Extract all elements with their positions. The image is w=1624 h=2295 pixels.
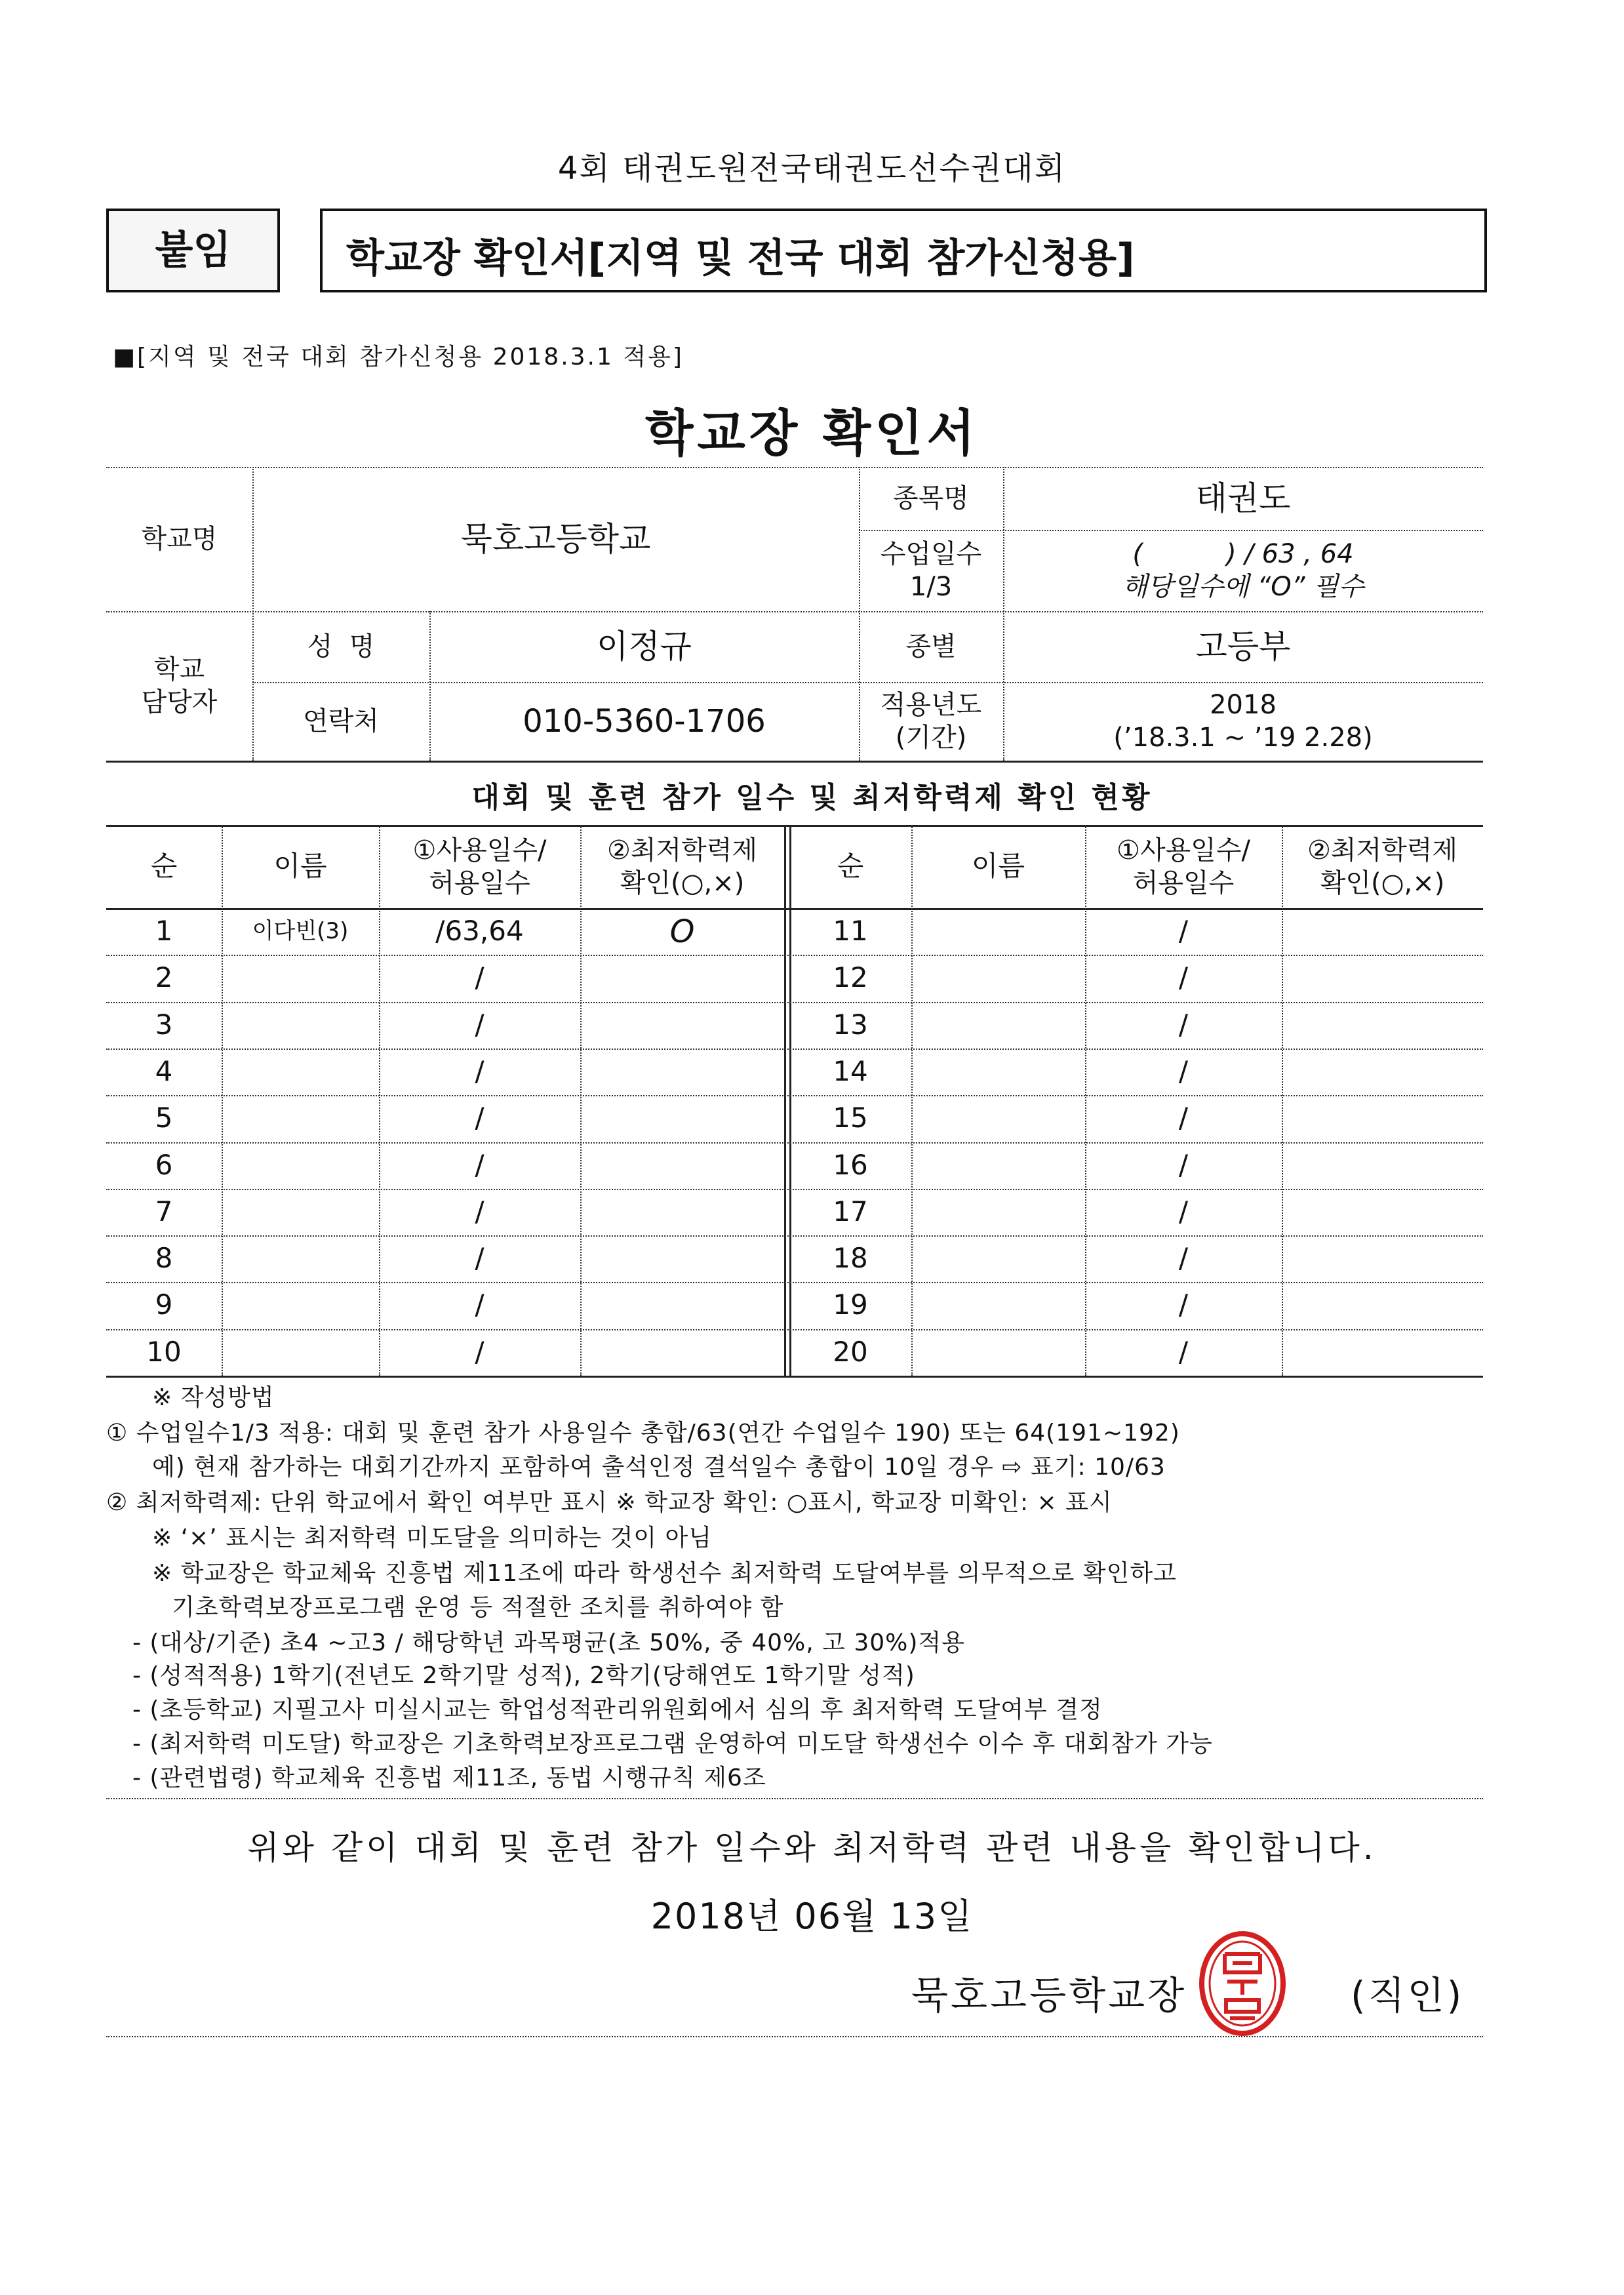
- days-value-line1: ( ) / 63 , 64: [1132, 539, 1354, 569]
- row-cell-days: /: [1178, 1008, 1189, 1041]
- form-title-box: [320, 209, 1487, 292]
- event-label: 종목명: [893, 483, 969, 513]
- days-label: [859, 530, 1003, 611]
- row-cell-no: 1: [155, 915, 173, 948]
- row-cell-no: 5: [155, 1102, 173, 1134]
- col-header-academic: [580, 825, 784, 908]
- col-header-no: 순: [150, 850, 178, 883]
- row-cell-name: [911, 1235, 1085, 1282]
- row-cell-name: [222, 1329, 379, 1376]
- row-cell-no: 12: [833, 961, 868, 994]
- col-header-academic-line2: 확인(○,×): [1320, 868, 1445, 898]
- attachment-badge: [106, 209, 280, 292]
- row-cell-check: [580, 1282, 784, 1328]
- row-cell-name: [911, 1142, 1085, 1189]
- row-cell-no: 7: [155, 1195, 173, 1228]
- division-label: 종별: [905, 631, 957, 662]
- row-cell-check: [1282, 1329, 1483, 1376]
- days-label-line2: 1/3: [909, 572, 953, 602]
- doc-title: 학교장 확인서: [645, 404, 979, 462]
- row-cell-no: 14: [833, 1055, 868, 1088]
- row-cell-name: [911, 1329, 1085, 1376]
- applied-note: ■[지역 및 전국 대회 참가신청용 2018.3.1 적용]: [113, 344, 684, 370]
- row-cell-name: [222, 1142, 379, 1189]
- row-cell-no: 19: [833, 1288, 868, 1321]
- row-cell-name: [911, 908, 1085, 955]
- year-value-line1: 2018: [1210, 690, 1277, 720]
- row-cell-check: [1282, 1048, 1483, 1095]
- division-value: 고등부: [1195, 627, 1291, 666]
- school-label: 학교명: [141, 524, 218, 554]
- row-cell-no: 8: [155, 1242, 173, 1275]
- row-cell-name: [222, 1235, 379, 1282]
- note-line: ② 최저학력제: 단위 학교에서 확인 여부만 표시 ※ 학교장 확인: ○표시, 학교장 미확인: × 표시: [106, 1489, 1113, 1516]
- col-header-name: 이름: [273, 850, 327, 883]
- row-cell-days: /: [475, 1149, 485, 1182]
- row-cell-name: [911, 1282, 1085, 1328]
- days-label-line1: 수업일수: [880, 539, 982, 569]
- divider: [106, 2036, 1483, 2037]
- row-cell-days: /: [1178, 1195, 1189, 1228]
- year-label: [859, 682, 1003, 761]
- row-cell-name: [911, 955, 1085, 1001]
- days-value-line2: 해당일수에 “O” 필수: [1122, 572, 1364, 602]
- row-cell-check: [580, 1142, 784, 1189]
- col-header-no: 순: [837, 850, 864, 883]
- note-line: ※ 학교장은 학교체육 진흥법 제11조에 따라 학생선수 최저학력 도달여부를 의무적으로 확인하고: [152, 1560, 1177, 1587]
- row-cell-days: /: [475, 1102, 485, 1134]
- row-cell-days: /: [1178, 1336, 1189, 1368]
- name-value: 이정규: [597, 627, 692, 666]
- divider: [106, 1376, 1483, 1378]
- name-label: 성 명: [307, 631, 375, 662]
- note-line: - (초등학교) 지필고사 미실시교는 학업성적관리위원회에서 심의 후 최저학력 도달여부 결정: [132, 1696, 1103, 1723]
- row-cell-name: [222, 955, 379, 1001]
- row-cell-check: [1282, 1189, 1483, 1235]
- row-cell-check: [580, 1329, 784, 1376]
- row-cell-no: 13: [833, 1008, 868, 1041]
- row-cell-check: [580, 1002, 784, 1048]
- row-cell-name: [222, 1189, 379, 1235]
- row-cell-no: 17: [833, 1195, 868, 1228]
- row-cell-name: [222, 1002, 379, 1048]
- col-header-name: 이름: [971, 850, 1025, 883]
- divider: [784, 825, 786, 1376]
- event-value: 태권도: [1195, 479, 1291, 517]
- status-title: 대회 및 훈련 참가 일수 및 최저학력제 확인 현황: [471, 781, 1153, 814]
- col-header-days-line1: ①사용일수/: [1117, 835, 1250, 866]
- note-line: - (관련법령) 학교체육 진흥법 제11조, 동법 시행규칙 제6조: [132, 1765, 766, 1791]
- row-cell-check: [1282, 1095, 1483, 1142]
- row-cell-days: /: [1178, 1242, 1189, 1275]
- year-value: [1003, 682, 1483, 761]
- seal-label: (직인): [1351, 1973, 1465, 2018]
- col-header-days-line2: 허용일수: [429, 868, 530, 898]
- row-cell-days: /: [475, 961, 485, 994]
- col-header-days-line1: ①사용일수/: [412, 835, 547, 866]
- row-cell-days: /: [1178, 961, 1189, 994]
- row-cell-days: /: [1178, 1102, 1189, 1134]
- note-line: - (최저학력 미도달) 학교장은 기초학력보장프로그램 운영하여 미도달 학생선수 이수 후 대회참가 가능: [132, 1730, 1213, 1757]
- col-header-academic-line1: ②최저학력제: [1307, 835, 1458, 866]
- manager-label-line2: 담당자: [141, 687, 218, 717]
- row-cell-no: 6: [155, 1149, 173, 1182]
- row-cell-check: [1282, 1235, 1483, 1282]
- row-cell-days: /: [1178, 1149, 1189, 1182]
- row-cell-name: 이다빈(3): [252, 918, 349, 945]
- year-label-line1: 적용년도: [880, 690, 982, 720]
- row-cell-days: /: [475, 1195, 485, 1228]
- row-cell-days: /: [1178, 1055, 1189, 1088]
- school-value: 묵호고등학교: [460, 519, 651, 558]
- contact-label: 연락처: [303, 706, 379, 736]
- row-cell-name: [222, 1095, 379, 1142]
- row-cell-check: [1282, 1282, 1483, 1328]
- row-cell-days: /: [1178, 1288, 1189, 1321]
- row-cell-no: 9: [155, 1288, 173, 1321]
- row-cell-name: [911, 1189, 1085, 1235]
- row-cell-no: 10: [146, 1336, 182, 1368]
- row-cell-no: 3: [155, 1008, 173, 1041]
- row-cell-check: [1282, 1002, 1483, 1048]
- year-value-line2: (’18.3.1 ~ ’19 2.28): [1113, 723, 1373, 753]
- col-header-days: [379, 825, 580, 908]
- row-cell-days: /: [475, 1008, 485, 1041]
- confirm-text: 위와 같이 대회 및 훈련 참가 일수와 최저학력 관련 내용을 확인합니다.: [247, 1829, 1377, 1867]
- year-label-line2: (기간): [895, 723, 967, 753]
- row-cell-name: [222, 1282, 379, 1328]
- row-cell-check: O: [669, 913, 695, 950]
- col-header-academic-line1: ②최저학력제: [606, 835, 758, 866]
- notes-heading: ※ 작성방법: [152, 1384, 275, 1411]
- row-cell-no: 16: [833, 1149, 868, 1182]
- row-cell-check: [1282, 955, 1483, 1001]
- note-line: ① 수업일수1/3 적용: 대회 및 훈련 참가 사용일수 총합/63(연간 수업일수 190) 또는 64(191~192): [106, 1420, 1180, 1447]
- note-line: - (대상/기준) 초4 ~고3 / 해당학년 과목평균(초 50%, 중 40%, 고 30%)적용: [132, 1629, 965, 1656]
- row-cell-days: /: [475, 1288, 485, 1321]
- signer-text: 묵호고등학교장: [911, 1973, 1187, 2018]
- manager-label-line1: 학교: [153, 654, 205, 685]
- contact-value: 010-5360-1706: [523, 703, 766, 740]
- row-cell-check: [580, 1095, 784, 1142]
- attachment-label: 붙임: [155, 227, 231, 273]
- row-cell-name: [911, 1095, 1085, 1142]
- seal-stamp: [1193, 1928, 1292, 2039]
- note-line: 기초학력보장프로그램 운영 등 적절한 조치를 취하여야 함: [172, 1594, 784, 1621]
- row-cell-days: /: [475, 1055, 485, 1088]
- col-header-academic-line2: 확인(○,×): [620, 868, 745, 898]
- row-cell-check: [580, 1235, 784, 1282]
- row-cell-check: [580, 1189, 784, 1235]
- row-cell-name: [911, 1002, 1085, 1048]
- col-header-academic: [1282, 825, 1483, 908]
- row-cell-days: /63,64: [435, 915, 524, 948]
- row-cell-no: 11: [833, 915, 868, 948]
- row-cell-check: [1282, 908, 1483, 955]
- row-cell-no: 18: [833, 1242, 868, 1275]
- note-line: 예) 현재 참가하는 대회기간까지 포함하여 출석인정 결석일수 총합이 10일 경우 ⇨ 표기: 10/63: [152, 1454, 1166, 1481]
- days-value: [1003, 530, 1483, 611]
- row-cell-name: [222, 1048, 379, 1095]
- row-cell-days: /: [475, 1242, 485, 1275]
- row-cell-no: 15: [833, 1102, 868, 1134]
- row-cell-no: 4: [155, 1055, 173, 1088]
- row-cell-days: /: [1178, 915, 1189, 948]
- divider: [106, 1798, 1483, 1799]
- row-cell-check: [580, 1048, 784, 1095]
- note-line: - (성적적용) 1학기(전년도 2학기말 성적), 2학기(당해연도 1학기말 성적): [132, 1662, 915, 1689]
- row-cell-check: [1282, 1142, 1483, 1189]
- row-cell-no: 20: [833, 1336, 868, 1368]
- col-header-days-line2: 허용일수: [1132, 868, 1235, 898]
- event-title: 4회 태권도원전국태권도선수권대회: [557, 150, 1067, 187]
- row-cell-name: [911, 1048, 1085, 1095]
- form-title: 학교장 확인서[지역 및 전국 대회 참가신청용]: [346, 235, 1135, 281]
- divider: [106, 761, 1483, 763]
- row-cell-days: /: [475, 1336, 485, 1368]
- note-line: ※ ‘×’ 표시는 최저학력 미도달을 의미하는 것이 아님: [152, 1525, 713, 1551]
- date-text: 2018년 06월 13일: [650, 1896, 974, 1937]
- row-cell-check: [580, 955, 784, 1001]
- col-header-days: [1085, 825, 1282, 908]
- manager-label: [106, 611, 252, 761]
- row-cell-no: 2: [155, 961, 173, 994]
